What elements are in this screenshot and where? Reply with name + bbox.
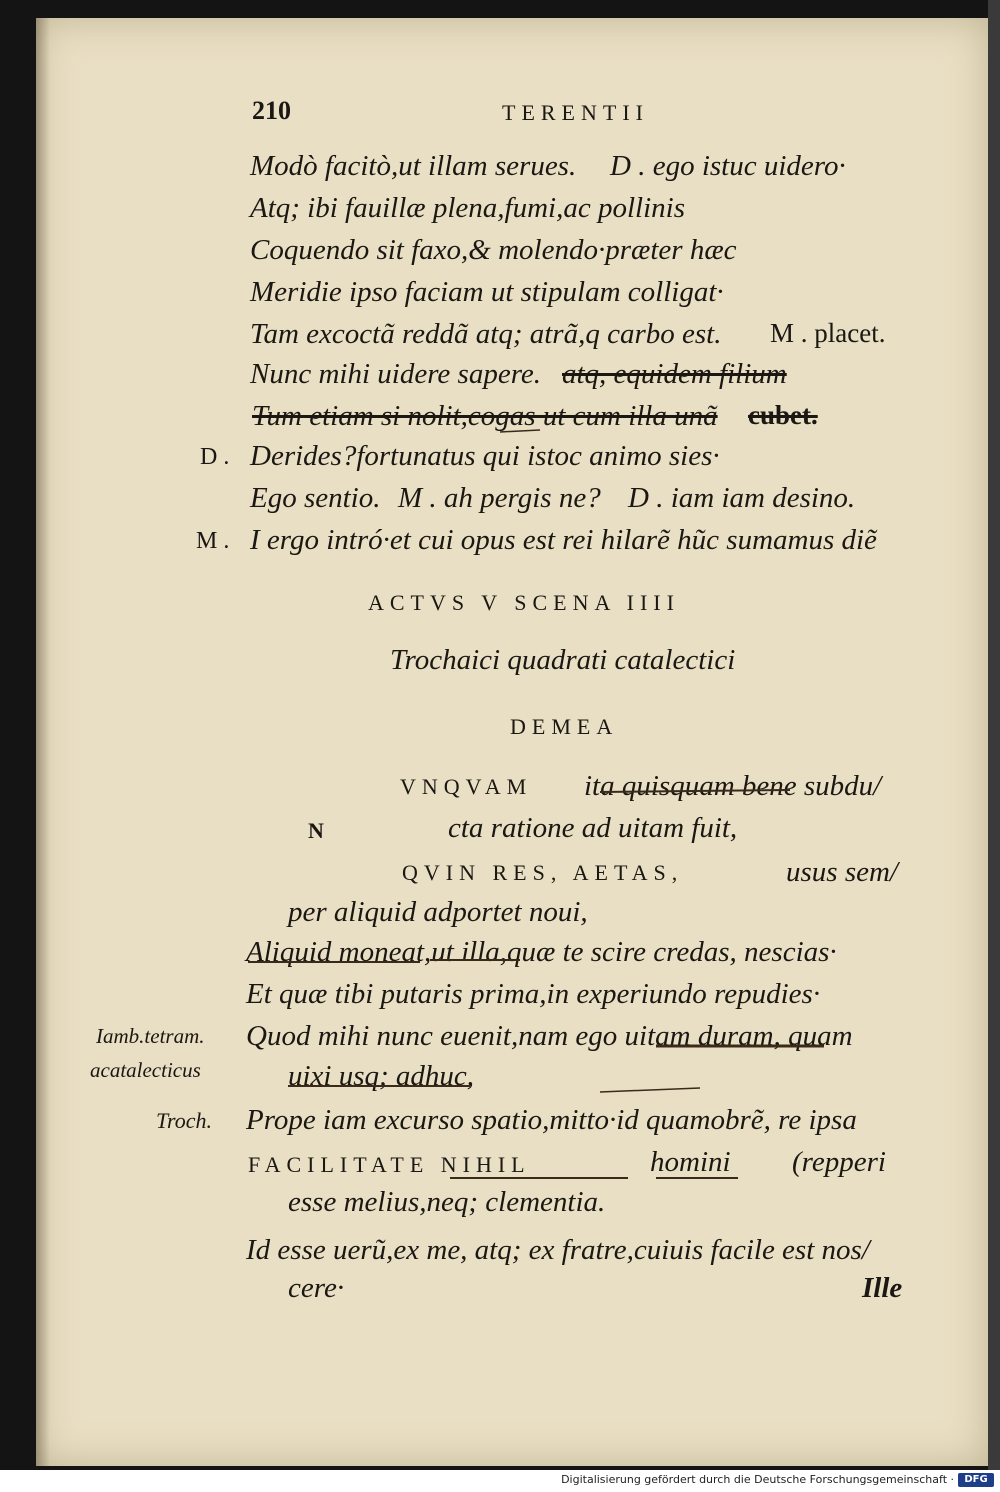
verse-line-9c: D . iam iam desino. <box>628 482 856 514</box>
page-number: 210 <box>252 96 291 125</box>
verse-line-3: Coquendo sit faxo,& molendo·præter hæc <box>250 234 737 266</box>
verse-line-10: I ergo intró·et cui opus est rei hilarẽ hũc sumamus diẽ <box>250 524 877 556</box>
dfg-logo: DFG <box>958 1473 994 1487</box>
verse-line-6: Nunc mihi uidere sapere. <box>250 358 542 390</box>
meter-heading: Trochaici quadrati catalectici <box>390 644 736 676</box>
verse-line-7-end: cubet. <box>748 400 818 430</box>
verse-line-1: Modò facitò,ut illam serues. <box>250 150 577 182</box>
demea-line-10b: homini <box>650 1146 731 1178</box>
verse-line-1b: D . ego istuc uidero· <box>610 150 846 182</box>
verse-line-9b: M . ah pergis ne? <box>398 482 601 514</box>
margin-iamb-1: Iamb.tetram. <box>96 1024 205 1048</box>
demea-line-5: Aliquid moneat,ut illa,quæ te scire credas, nescias· <box>246 936 837 968</box>
verse-line-7-struck: Tum etiam si nolit,cogas ut cum illa unã <box>252 400 718 432</box>
verse-opening-caps: VNQVAM <box>400 774 533 799</box>
footer-credit: Digitalisierung gefördert durch die Deutsche Forschungsgemeinschaft · <box>561 1473 954 1486</box>
verse-line-5b: M . placet. <box>770 318 886 348</box>
digitization-footer <box>0 1470 1000 1492</box>
scene-heading: ACTVS V SCENA IIII <box>368 590 680 615</box>
speaker-mark-d: D . <box>200 444 230 470</box>
demea-line-3-caps: QVIN RES, AETAS, <box>402 860 684 885</box>
demea-line-1: ita quisquam bene subdu/ <box>584 770 882 802</box>
demea-line-11: esse melius,neq; clementia. <box>288 1186 606 1218</box>
demea-line-2: cta ratione ad uitam fuit, <box>448 812 738 844</box>
verse-line-6-struck: atq, equidem filium <box>562 358 787 390</box>
verse-line-9: Ego sentio. <box>250 482 381 514</box>
speaker-heading: DEMEA <box>510 714 619 739</box>
demea-line-10-caps: FACILITATE NIHIL <box>248 1152 531 1177</box>
demea-line-3: usus sem/ <box>786 856 898 888</box>
initial-letter: N <box>308 818 324 843</box>
demea-line-10c: (repperi <box>792 1146 886 1178</box>
running-title: TERENTII <box>502 100 649 125</box>
demea-line-8: uixi usq; adhuc, <box>288 1060 475 1092</box>
demea-line-9: Prope iam excurso spatio,mitto·id quamobrẽ, re ipsa <box>246 1104 857 1136</box>
demea-line-12: Id esse uerũ,ex me, atq; ex fratre,cuiuis facile est nos/ <box>246 1234 870 1266</box>
verse-line-5: Tam excoctã reddã atq; atrã,q carbo est. <box>250 318 722 350</box>
catchword: Ille <box>862 1272 903 1304</box>
demea-line-13: cere· <box>288 1272 345 1304</box>
verse-line-8: Derides?fortunatus qui istoc animo sies· <box>250 440 720 472</box>
speaker-mark-m: M . <box>196 528 230 554</box>
demea-line-7: Quod mihi nunc euenit,nam ego uitam duram, quam <box>246 1020 853 1052</box>
verse-line-2: Atq; ibi fauillæ plena,fumi,ac pollinis <box>250 192 685 224</box>
margin-iamb-2: acatalecticus <box>90 1058 201 1082</box>
demea-line-4: per aliquid adportet noui, <box>288 896 588 928</box>
verse-line-4: Meridie ipso faciam ut stipulam colligat· <box>250 276 724 308</box>
demea-line-6: Et quæ tibi putaris prima,in experiundo repudies· <box>246 978 821 1010</box>
margin-troch: Troch. <box>156 1108 213 1133</box>
